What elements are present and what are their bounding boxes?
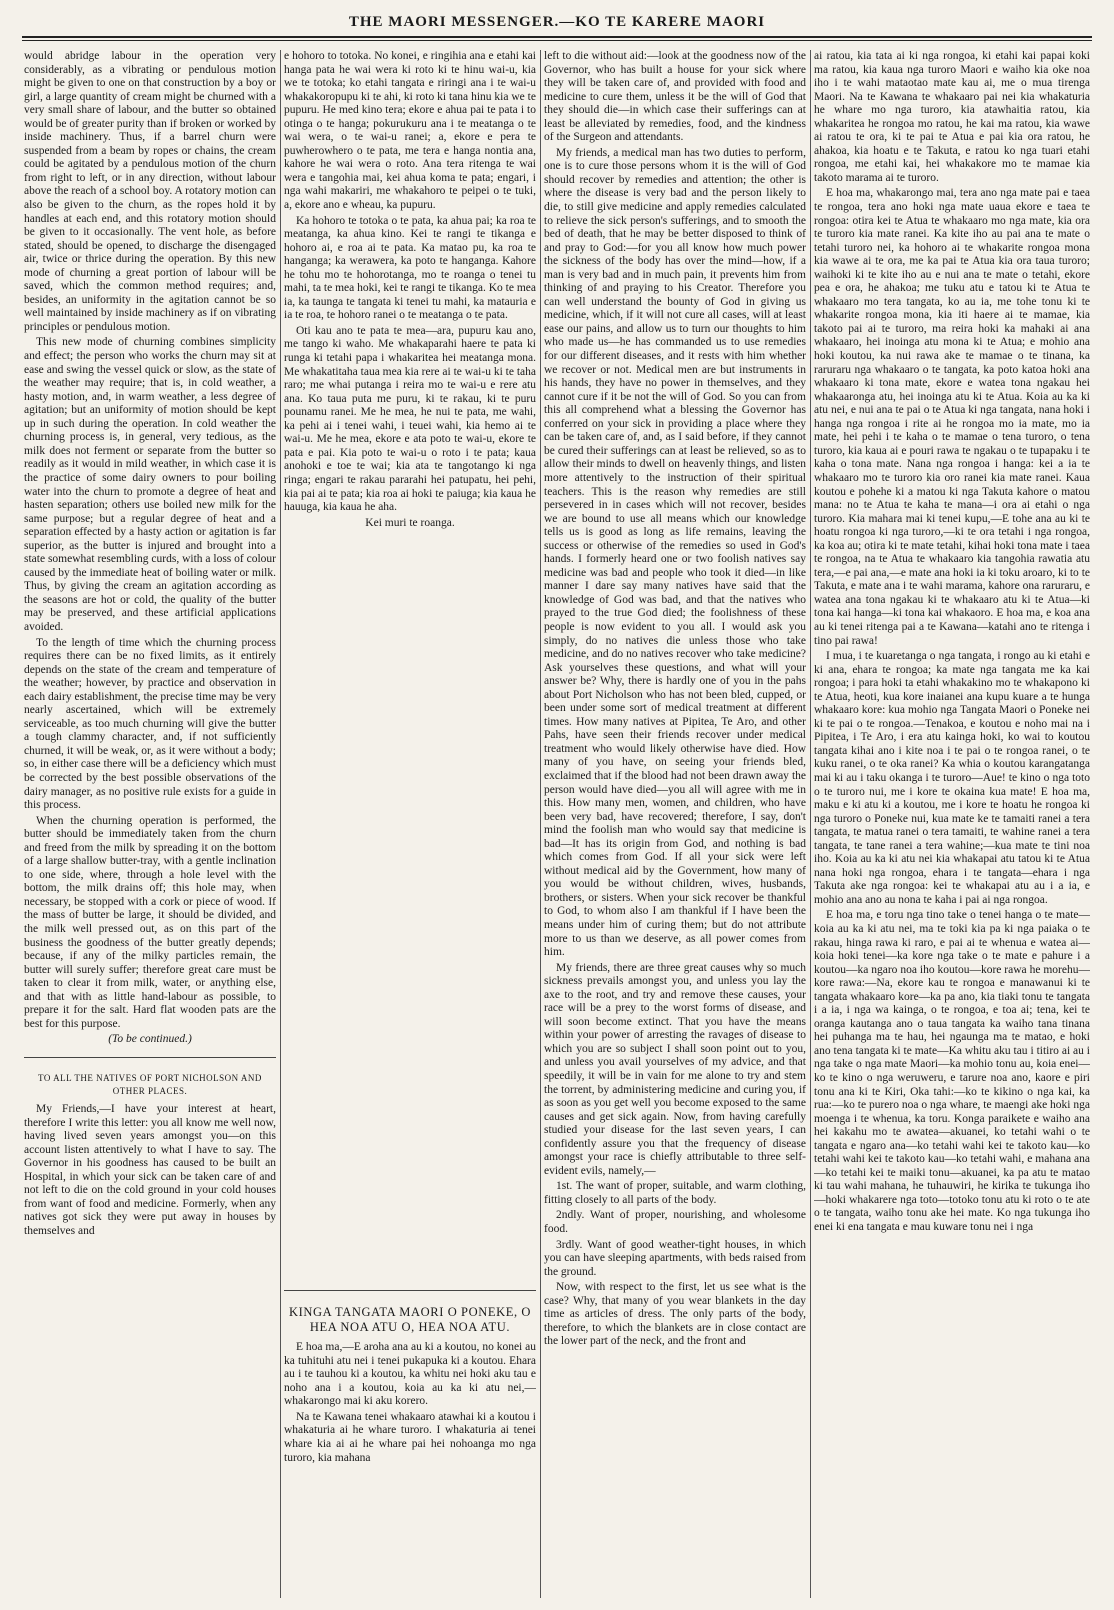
paragraph: My friends, a medical man has two duties to perform, one is to cure those persons whom it is the will of God should recover by remedies and attention; the other is where the disease is very bad and the person likely to die, to still give medicine and apply remedies calculated to relieve the sick person's sufferings, and to smooth the bed of death, that he may be better disposed to think of and pray to God:—for you all know how much power the sickness of the body has over the mind—how, if a man is very bad and in much pain, it prevents him from thinking of and praying to his Creator. Therefore you can well understand the bounty of God in giving us medicine, which, if it will not cure all cases, will at least ease our pains, and allow us to turn our thoughts to him who made us—he has commanded us to use remedies for our different diseases, and it rests with him whether we recover or not. Medical men are but instruments in his hands, they have no power in themselves, and they cannot cure if it be not the will of God. So you can from this all comprehend what a blessing the Governor has conferred on your sick in providing a place where they can be taken care of, and, as I said before, if they cannot be cured their sufferings can at least be relieved, so as to allow their minds to dwell on heavenly things, and listen more attentively to the instruction of their spiritual teachers. This is the reason why remedies are still persevered in in cases which will not recover, besides we are bound to use all means which our knowledge tells us is good as long as life remains, leaving the success or otherwise of the remedies so used in God's hands. I formerly heard one or two foolish natives say medicine was bad and people who took it died—in like manner I dare say many natives have said that the knowledge of God was bad, and that the natives who prayed to the true God died; the foolishness of these people is now evident to you all. I would ask you simply, do no natives die unless those who take medicine, and do no natives recover who take medicine? Ask yourselves these questions, and what will your answer be? Why, there is hardly one of you in the pahs about Port Nicholson who has not been bled, cupped, or been under some sort of medical treatment at different times. How many natives at Pipitea, Te Aro, and other Pahs, have seen their friends recover under medical treatment who would likely otherwise have died. How many of you have, on seeing your friends bled, exclaimed that if the blood had not been drawn away the person would have died—you all will agree with me in this. How many men, women, and children, who have been very bad, have recovered; therefore, I say, don't mind the foolish man who would say that medicine is bad—It has its origin from God, and nothing is bad which comes from God. If all your sick were left without medical aid by the Government, how many of you would be without children, wives, husbands, brothers, or sisters. When your sick recover be thankful to God, to whom also I am thankful if I have been the means under him of curing them; but do not attribute more to us than we deserve, as all power comes from him. xyxy=(544,146,806,959)
paragraph: E hoa ma,—E aroha ana au ki a koutou, no konei au ka tuhituhi atu nei i tenei pukapuka ki a koutou. Ehara au i te tauhou ki a koutou, ka whitu nei hoki aku tau e noho ana i a koutou, koia au ka ki atu nei,—whakarongo mai ki aku korero. xyxy=(284,1341,536,1408)
article-divider xyxy=(24,1057,276,1058)
maori-letter-heading: KINGA TANGATA MAORI O PONEKE, O HEA NOA ATU O, HEA NOA ATU. xyxy=(288,1305,532,1335)
paragraph: Oti kau ano te pata te mea—ara, pupuru kau ano, me tango ki waho. Me whakaparahi haere te pata ki runga ki tetahi papa i whakaritea hei meatanga mona. Me whakatitaha taua mea kia rere ai te wai-u ki te taha raro; me whai putanga i reira mo te wai-u e rere atu ana. Ko taua puta me puru, ki te rakau, ki te puru pounamu ranei. Me he mea, he nui te pata, me wahi, ka pehi ai i tenei wahi, i teuei wahi, kia hemo ai te wai-u. Me he mea, ekore e ata poto te wai-u, ekore te pata e pai. Kia poto te wai-u o roto i te pata; kaua anohoki e toe te wai; kia ata te tangotango ki nga ringa; engari te rakau pararahi hei patupatu, hei pehi, kia pai ai te pata; kia roa ai hoki te paiuga; kia kaua he hauuga, kia kaua he aha. xyxy=(284,324,536,514)
column-1 xyxy=(24,50,276,1598)
paragraph: e hohoro to totoka. No konei, e ringihia ana e etahi kai hanga pata he wai wera ki roto ki te hinu wai-u, kia we te totoka; ko etahi tangata e riringi ana i te wai-u whakakoropupu ki te ahi, ki roto ki tana hinu kia we te pupuru. He med kino tera; ekore e ahua pai te pata i to otinga o te hanga; pokurukuru ana i te meatanga o te wai wera, o te wai-u ranei; a, ekore e pera te puwherowhero o te pata, me tera e hanga nontia ana, kahore he wai wera o roto. Ana tera ritenga te wai wera e tangohia mai, kei ahua koma te pata; engari, i nga wahi makariri, me whakahoro te peipei o te tuki, a, ekore ano e wheau, ka pupuru. xyxy=(284,50,536,212)
header-rule-thin xyxy=(22,40,1092,41)
paragraph: ai ratou, kia tata ai ki nga rongoa, ki etahi kai papai koki ma ratou, kia kaua nga turoro Maori e waiho kia oke noa iho i te wahi mataotao mate kau ai, me o mua tirenga Maori. Na te Kawana te whakaaro pai nei kia whakaturia he whare mo nga turoro, kia atawhaitia ratou, kia whakaritea he rongoa mo ratou, he kai ma ratou, kia wawe ai ratou te ora, ki te pai te Atua e pai kia ora ratou, he ahakoa, kia hoatu e te Takuta, e ratou ko nga tuari etahi rongoa, me etahi kai, hei whakakore mo te mamae kia takoto marama ai te turoro. xyxy=(814,50,1090,184)
letter-heading: TO ALL THE NATIVES OF PORT NICHOLSON AND OTHER PLACES. xyxy=(38,1072,262,1097)
page-header: THE MAORI MESSENGER.—KO TE KARERE MAORI xyxy=(348,14,766,30)
blank-space xyxy=(284,532,536,1280)
paragraph: 1st. The want of proper, suitable, and warm clothing, fitting closely to all parts of the body. xyxy=(544,1180,806,1206)
paragraph: E hoa ma, e toru nga tino take o tenei hanga o te mate—koia au ka ki atu nei, ma te toki kia pa ki nga paiaka o te rakau, hinga rawa ki raro, e pai ai te whenua e watea ai—koia hoki tenei—ka kore nga take o te mate e pahure i a koutou—ka ngaro noa iho koutou—kore rawa he morehu—kore rawa:—Na, ekore kau te rongoa e manawanui ki te tangata whakaaro kore—ka pa ano, kia tiaki tonu te tangata i a ia, i nga wa kainga, o te rongoa, e toa ai; tena, kei te oranga kautanga ano o taua tangata ka waiho tana tinana hei puhanga ma te hau, hei ngaunga ma te matao, e hoki ano tena tangata ki te mate—Ka whitu aku tau i titiro ai au i nga take o nga mate Maori—ka mohio tonu au, koia enei—ko te kino o nga weruweru, e tarure noa ano, kaore e piri tonu ana ki te Kiri, Oka tahi:—ko te kikino o nga kai, ka rua:—ko te purero noa o nga whare, te maengi ake hoki nga moenga i te whenua, ka toru. Konga paraikete e waiho ana hei kakahu mo te awatea—akuanei, ko tetahi wahi o te tangata e ngaro ana—ko tetahi wahi kei te takoto kau—ko tetahi wahi kei te takoto kau—ko tetahi wahi, e mahana ana—ko tetahi kei te maiki tonu—akuanei, ka pa atu te matao ki tau wahi mahana, he tuhauwiri, he kirika te tukunga iho—hoki whakarere nga toto—totoko tonu atu ki roto o te ate o te tangata, waiho tonu ake hei mate. Ko nga tukunga iho enei ki ena tangata e mau kuware tonu nei i nga xyxy=(814,909,1090,1234)
paragraph: My Friends,—I have your interest at heart, therefore I write this letter: you all know me well now, having lived seven years amongst you—on this account listen attentively to what I have to say. The Governor in his goodness has caused to be built an Hospital, in which your sick can be taken care of and not left to die on the cold ground in your cold houses from want of food and medicine. Formerly, when any natives got sick they were put away in houses by themselves and xyxy=(24,1103,276,1237)
paragraph: I mua, i te kuaretanga o nga tangata, i rongo au ki etahi e ki ana, ehara te rongoa; ka mate nga tangata me ka kai rongoa; i para hoki ta etahi whakakino mo te whakapono ki te Atua, heoti, kua kore inaianei ana kupu kuare a te hunga whakaaro kore: kua mohio nga Tangata Maori o Poneke nei ki te pai o te rongoa.—Tenakoa, e koutou e noho mai na i Pipitea, i Te Aro, i era atu kainga hoki, ko wai to koutou tangata kihai ano i kite noa i te pai o te rongoa ranei, o te kuku ranei, o te oka ranei? Ka whia o koutou karangatanga mai ki au i taku okanga i te turoro—Aue! te kino o nga toto o te turoro nui, me i kore te okaina kua mate! E hoa ma, maku e ki atu ki a koutou, me i kore te hoatu he rongoa ki nga turoro o Poneke nui, kua mate ke te tamaiti ranei a tera tangata, te matua ranei o tera tamaiti, te wahine ranei a tera tangata, te tane ranei a tera wahine;—kua mate te tini noa iho. Koia au ka ki atu nei kia whakapai atu tatou ki te Atua nana hoki nga rongoa, ehara i te tangata—ehara i nga Takuta ake nga rongoa: kei te whakapai atu au i a ia, e mohio ana ano au nona te kaha i pai ai nga rongoa. xyxy=(814,650,1090,906)
paragraph: This new mode of churning combines simplicity and effect; the person who works the churn may sit at ease and swing the vessel quick or slow, as the state of the weather may require; that is, in cold weather, a hasty motion, and, in warm weather, a less degree of agitation; but an uniformity of motion should be kept up in such during the operation. In cold weather the churning process is, in general, very tedious, as the milk does not ferment or separate from the butter so readily as it would in mild weather, in which case it is the practice of some dairy owners to pour boiling water into the churn to promote a degree of heat and hasten separation; others use boiled new milk for the same purpose; but a regular degree of heat and a separation effected by a hasty action or agitation is far superior, as the butter is injured and brought into a state somewhat resembling curds, with a loss of colour caused by the immediate heat of boiling water or milk. Thus, by giving the cream an agitation according as the seasons are hot or cold, the quality of the butter may be preserved, and these artificial applications avoided. xyxy=(24,336,276,633)
header-rule xyxy=(22,36,1092,38)
column-divider xyxy=(810,50,811,1598)
paragraph: left to die without aid:—look at the goodness now of the Governor, who has built a house for your sick where they will be taken care of, and provided with food and medicine to cure them, unless it be the will of God that they should die—in which case their sufferings can at least be alleviated by remedies, food, and the kindness of the Surgeon and attendants. xyxy=(544,50,806,144)
column-2 xyxy=(284,50,536,1598)
to-be-continued: (To be continued.) xyxy=(108,1033,192,1046)
column-divider xyxy=(540,50,541,1598)
paragraph: E hoa ma, whakarongo mai, tera ano nga mate pai e taea te rongoa, tera ano hoki nga mate uaua ekore e taea te rongoa: otira kei te Atua te whakaaro mo nga mate, kia ora te turoro kia mate ranei. Ka kite iho au pai ana te mate o tetahi turoro nei, ka hohoro ai te whakarite rongoa mona kia wawe ai te ora, me ka pai te Atua kia ora taua turoro; waihoki ki te kite iho au e nui ana te mate o tetahi, ekore pea e ora, he ahakoa; me tuku atu e tatou ki te Atua te whakaaro mo tera tangata, ko au ia, me tohe tonu ki te whakarite rongoa mona, kia iti haere ai te mamae, kia takoto pai ai te turoro, ma reira hoki ka mahaki ai ana whakaaro, hei inoinga atu mona ki te Atua; e mohio ana hoki koutou, ka nui rawa ake te mamae o te tinana, ka raruraru nga whakaaro o te tangata, ka poto katoa hoki ana whakaaro ki tona mate, ekore e watea tona ngakau hei whakaaronga atu, hei inoinga atu ki te Atua. Koia au ka ki atu nei, e nui ana te pai o te Atua ki nga tangata, nana hoki i hanga nga rongoa i rite ai he rongoa mo ia mate, mo ia mate, hei pehi i te kaha o te mamae o tena turoro, o tena turoro, kia kaua ai e pouri rawa te ngakau o te tupapaku i te kaha o tona mate. Nana nga rongoa i hanga: kei a ia te whakaaro mo te turoro kia oro ranei kia mate ranei. Kaua koutou e pohehe ki a matou ki nga Takuta kahore o matou mana: no te Atua te kaha te mana—i ora ai etahi o nga turoro. Kia mahara mai ki tenei kupu,—E tohe ana au ki te hoatu rongoa ki nga turoro,—ki te ora tetahi i nga rongoa, ka koa au; otira ki te mate tetahi, kihai hoki tona mate i taea te rongoa, na te Atua te whakaaro kia tangohia rawatia atu tera,—e pai ana,—e mate ana hoki ia ki toku aroaro, ki to te Takuta, e mate ana i te wahi marama, kahore ona raruraru, e watea ana tona ngakau ki te whakaaro atu ki te Atua—ki tona kai hanga—ki tona kai whakaoro. E hoa ma, e koa ana au ki tenei ritenga pai a te Kawana—katahi ano te ritenga i tino pai rawa! xyxy=(814,187,1090,647)
paragraph: 2ndly. Want of proper, nourishing, and wholesome food. xyxy=(544,1209,806,1236)
paragraph: My friends, there are three great causes why so much sickness prevails amongst you, and unless you lay the axe to the root, and try and remove these causes, your race will be a prey to the worst forms of disease, and will soon become extinct. That you have the means within your power of arresting the ravages of disease to which you are so subject I shall soon point out to you, and unless you avail yourselves of my advice, and that speedily, it will be in vain for me alone to try and stem the torrent, by administering medicine and curing you, if as soon as you get well you become exposed to the same causes and get sick again. Now, from having carefully studied your disease for the last seven years, I can confidently assure you that the frequency of disease amongst your race is chiefly attributable to three self-evident evils, namely,— xyxy=(544,961,806,1177)
paragraph: When the churning operation is performed, the butter should be immediately taken from the churn and freed from the milk by spreading it on the bottom of a large shallow butter-tray, with a gentle inclination to one side, where, through a hole level with the bottom, the milk drains off; this hole may, when necessary, be stopped with a cork or piece of wood. If the mass of butter be large, it should be divided, and the milk well pressed out, as on this part of the business the goodness of the butter greatly depends; because, if any of the milky particles remain, the butter will surely suffer; therefore great care must be taken to clear it from milk, water, or anything else, and that with as little hand-labour as possible, to prepare it for the salt. Hard flat wooden pats are the best for this purpose. xyxy=(24,814,276,1030)
column-divider xyxy=(280,50,281,1598)
paragraph: 3rdly. Want of good weather-tight houses, in which you can have sleeping apartments, with beds raised from the ground. xyxy=(544,1238,806,1278)
column-3 xyxy=(544,50,806,1598)
article-divider xyxy=(284,1290,536,1291)
paragraph: Ka hohoro te totoka o te pata, ka ahua pai; ka roa te meatanga, ka ahua kino. Kei te rangi te tikanga e hohoro ai, e roa ai te pata. Ka matao pu, ka roa te hanganga; ka werawera, ka poto te hanganga. Kahore he tohu mo te hohorotanga, mo te roanga o tenei tu mahi, ta te mea hoki, kei te rangi te tikanga. Ko te mea ia, ka taunga te tangata ki tenei tu mahi, ka matauria e ia te roa, te hohoro ranei o te meatanga o te pata. xyxy=(284,214,536,322)
paragraph: Now, with respect to the first, let us see what is the case? Why, that many of you wear blankets in the day time as articles of dress. The only parts of the body, therefore, to which the blankets are in close contact are the lower part of the neck, and the front and xyxy=(544,1281,806,1348)
continued-note: Kei muri te roanga. xyxy=(365,516,455,529)
paragraph: Na te Kawana tenei whakaaro atawhai ki a koutou i whakaturia ai he whare turoro. I whakaturia ai tenei whare kia ai ai he whare pai hei nohoanga mo nga turoro, kia mahana xyxy=(284,1410,536,1464)
column-4 xyxy=(814,50,1090,1598)
paragraph: would abridge labour in the operation very considerably, as a vibrating or pendulous motion might be given to one on that construction by a boy or girl, a large quantity of cream might be churned with a very small share of labour, and the butter so obtained would be of greater purity than if broken or worked by inside machinery. Thus, if a barrel churn were suspended from a beam by ropes or chains, the cream could be agitated by a pendulous motion of the churn from right to left, or in any direction, without labour above the reach of a school boy. A rotatory motion can also be given to the churn, as the ropes hold it by handles at each end, and this rotatory motion should be given to it occasionally. The vent hole, as before stated, should be opened, to discharge the disengaged air, twice or thrice during the operation. By this new mode of churning a great portion of labour will be saved, which the common method requires; and, besides, an uniformity in the agitation cannot be so well maintained by inside machinery as if on vibrating principles or pendulous motion. xyxy=(24,50,276,333)
paragraph: To the length of time which the churning process requires there can be no fixed limits, as it entirely depends on the state of the cream and temperature of the weather; however, by practice and observation in each dairy establishment, the precise time may be very nearly ascertained, which will be extremely serviceable, as too much churning will give the butter a tough clammy character, and, if not sufficiently churned, it will be weak, or, as it were without a body; so, in either case there will be a deficiency which must be corrected by the best possible observations of the dairy manager, as no positive rule exists for a guide in this process. xyxy=(24,636,276,812)
